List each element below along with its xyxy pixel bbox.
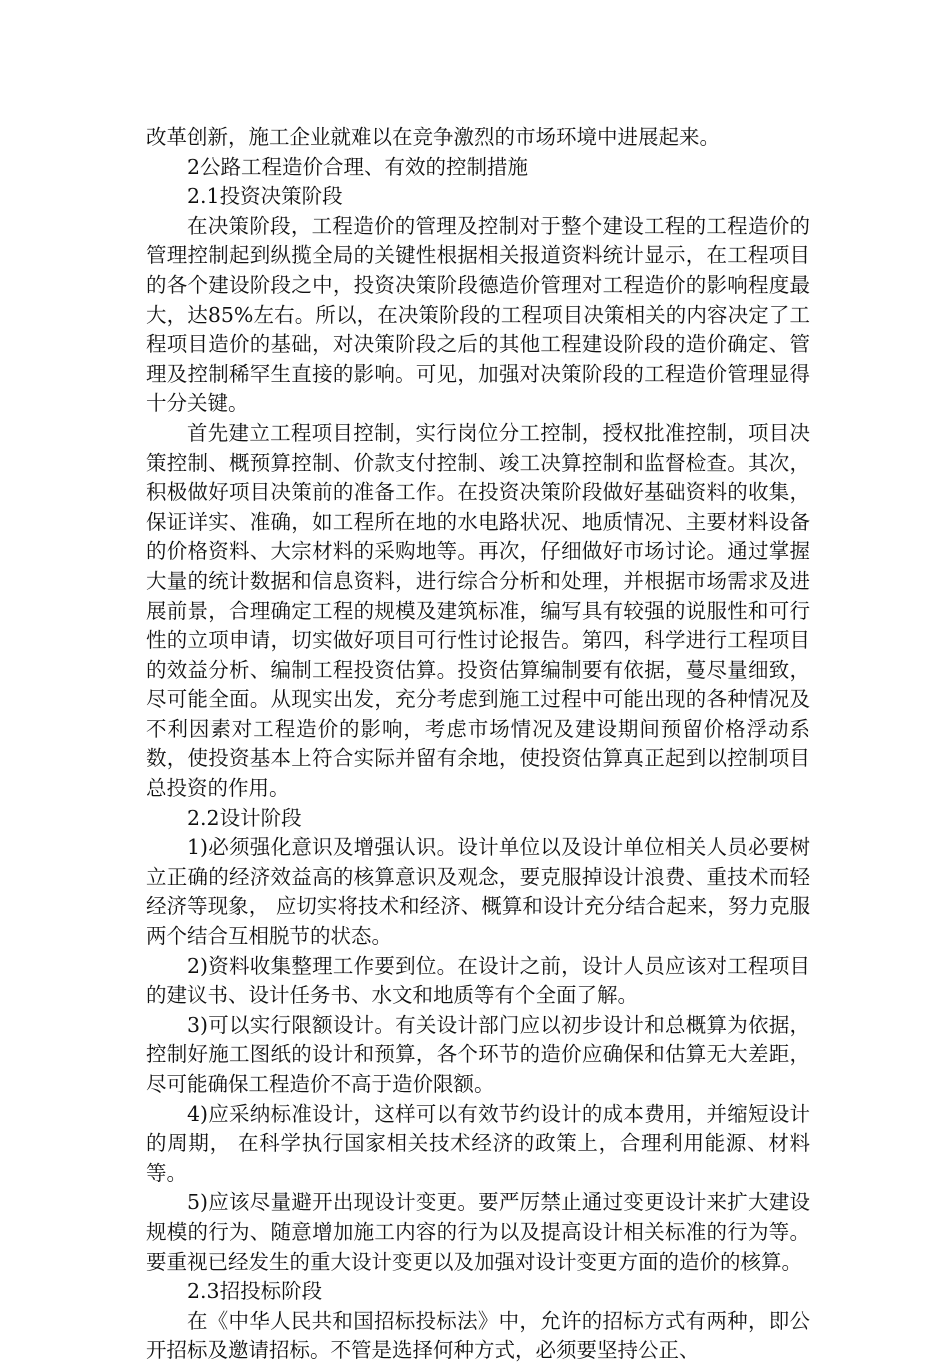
- list-item-4: 4)应采纳标准设计，这样可以有效节约设计的成本费用，并缩短设计的周期， 在科学执行国家相关技术经济的政策上，合理利用能源、材料等。: [146, 1101, 810, 1185]
- list-item-1: 1)必须强化意识及增强认识。设计单位以及设计单位相关人员必要树立正确的经济效益高的核算意识及观念，要克服掉设计浪费、重技术而轻经济等现象， 应切实将技术和经济、概算和设计充分结合起来，努力克服两个结合互相脱节的状态。: [146, 835, 810, 949]
- section-heading-2: 2公路工程造价合理、有效的控制措施: [187, 154, 529, 179]
- paragraph-project-control: 首先建立工程项目控制，实行岗位分工控制，授权批准控制，项目决策控制、概预算控制、价款支付控制、竣工决算控制和监督检查。其次，积极做好项目决策前的准备工作。在投资决策阶段做好基础资料的收集，保证详实、准确，如工程所在地的水电路状况、地质情况、主要材料设备的价格资料、大宗材料的采购地等。再次，仔细做好市场讨论。通过掌握大量的统计数据和信息资料，进行综合分析和处理，并根据市场需求及进展前景，合理确定工程的规模及建筑标准，编写具有较强的说服性和可行性的立项申请，切实做好项目可行性讨论报告。第四，科学进行工程项目的效益分析、编制工程投资估算。投资估算编制要有依据，蔓尽量细致，尽可能全面。从现实出发，充分考虑到施工过程中可能出现的各种情况及不利因素对工程造价的影响，考虑市场情况及建设期间预留价格浮动系数，使投资基本上符合实际并留有余地，使投资估算真正起到以控制项目总投资的作用。: [146, 420, 810, 801]
- subsection-heading-2-3: 2.3招投标阶段: [187, 1279, 323, 1304]
- paragraph-bidding: 在《中华人民共和国招标投标法》中，允许的招标方式有两种，即公开招标及邀请招标。不管是选择何种方式，必须要坚持公正、: [146, 1308, 810, 1363]
- document-body: [146, 123, 810, 1366]
- list-item-5: 5)应该尽量避开出现设计变更。要严厉禁止通过变更设计来扩大建设规模的行为、随意增加施工内容的行为以及提高设计相关标准的行为等。要重视已经发生的重大设计变更以及加强对设计变更方面的造价的核算。: [146, 1190, 810, 1274]
- paragraph-decision-stage: 在决策阶段，工程造价的管理及控制对于整个建设工程的工程造价的管理控制起到纵揽全局的关键性根据相关报道资料统计显示，在工程项目的各个建设阶段之中，投资决策阶段德造价管理对工程造价的影响程度最大，达85%左右。所以，在决策阶段的工程项目决策相关的内容决定了工程项目造价的基础，对决策阶段之后的其他工程建设阶段的造价确定、管理及控制稀罕生直接的影响。可见，加强对决策阶段的工程造价管理显得十分关键。: [146, 213, 810, 416]
- paragraph-continuation: 改革创新，施工企业就难以在竞争激烈的市场环境中进展起来。: [146, 125, 720, 149]
- subsection-heading-2-2: 2.2设计阶段: [187, 805, 302, 830]
- subsection-heading-2-1: 2.1投资决策阶段: [187, 184, 343, 209]
- list-item-3: 3)可以实行限额设计。有关设计部门应以初步设计和总概算为依据，控制好施工图纸的设计和预算，各个环节的造价应确保和估算无大差距，尽可能确保工程造价不高于造价限额。: [146, 1012, 810, 1096]
- list-item-2: 2)资料收集整理工作要到位。在设计之前，设计人员应该对工程项目的建议书、设计任务书、水文和地质等有个全面了解。: [146, 953, 810, 1008]
